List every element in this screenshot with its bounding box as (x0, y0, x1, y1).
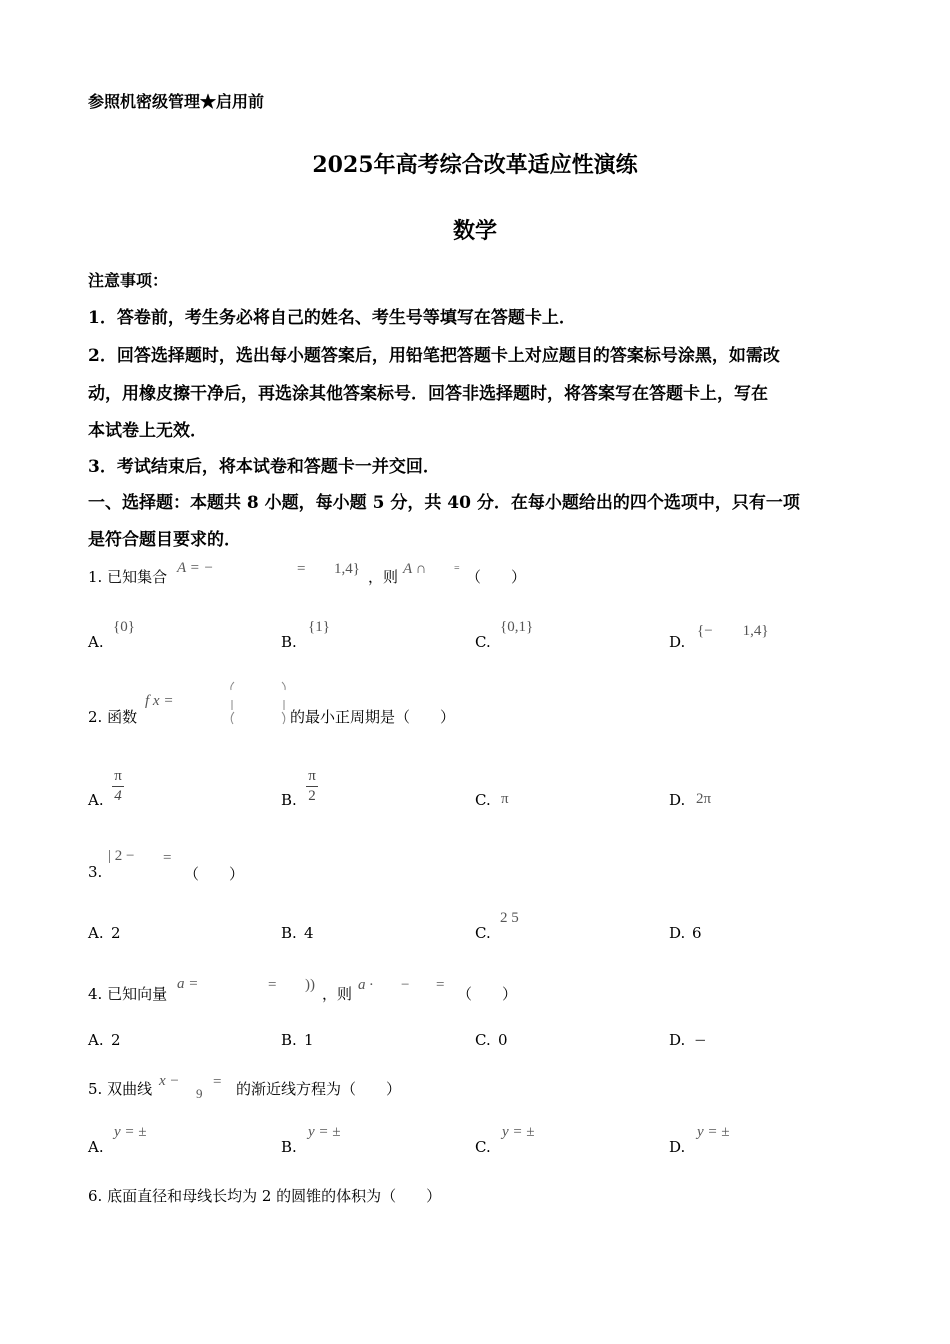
q1-option-b-label: B. (281, 633, 297, 651)
q5-math-1: x − (159, 1073, 180, 1089)
q3-option-d-label: D. (669, 924, 686, 942)
q1-option-c-label: C. (475, 633, 491, 651)
q4-math-3: )) (305, 977, 315, 993)
q4-option-c-label: C. (475, 1031, 491, 1049)
q5-option-d-math: y = ± (697, 1124, 730, 1140)
q2-option-a-denominator: 4 (114, 787, 122, 804)
q3-option-a-label: A. (88, 924, 104, 942)
q2-option-c-math: π (501, 791, 509, 807)
q4-mid: ，则 (322, 985, 353, 1003)
q1-math-1: A = − (177, 560, 214, 576)
q2-option-a-numerator: π (114, 768, 122, 784)
q1-mid: ，则 (368, 568, 399, 586)
q1-option-a-label: A. (88, 633, 104, 651)
q3-option-c-label: C. (475, 924, 491, 942)
q3-option-d-text: 6 (692, 924, 702, 942)
q5-prefix: 5. 双曲线 (88, 1080, 153, 1098)
q4-option-a-label: A. (88, 1031, 104, 1049)
q2-option-d-math: 2π (696, 791, 712, 807)
q2-option-c-label: C. (475, 791, 491, 809)
q5-option-a-math: y = ± (114, 1124, 147, 1140)
q1-option-b-math: {1} (308, 619, 330, 635)
section-heading-line-1: 一、选择题：本题共 8 小题，每小题 5 分，共 40 分．在每小题给出的四个选项中，只有一项 (88, 493, 800, 513)
q4-math-1: a = (177, 976, 199, 992)
q5-option-b-label: B. (281, 1138, 297, 1156)
q2-suffix: 的最小正周期是（ ） (290, 708, 456, 726)
q5-option-c-label: C. (475, 1138, 491, 1156)
q5-option-a-label: A. (88, 1138, 104, 1156)
q4-paren: （ ） (457, 985, 518, 1003)
q5-math-2: 9 (196, 1086, 203, 1101)
section-heading-line-2: 是符合题目要求的． (88, 530, 241, 550)
q2-option-b-numerator: π (308, 768, 316, 784)
confidential-label: 参照机密级管理★启用前 (88, 92, 265, 111)
q1-math-2: = (297, 561, 306, 577)
q5-option-d-label: D. (669, 1138, 686, 1156)
note-item-3: 3．考试结束后，将本试卷和答题卡一并交回． (88, 457, 440, 477)
q4-math-6: = (436, 977, 445, 993)
q2-option-a-fraction (112, 768, 124, 804)
q4-option-d-label: D. (669, 1031, 686, 1049)
q2-option-b-denominator: 2 (308, 787, 316, 804)
exam-title: 2025年高考综合改革适应性演练 (312, 152, 638, 178)
q4-math-4: a · (358, 977, 373, 993)
q2-bracket-graphic (222, 678, 292, 728)
q3-paren: （ ） (184, 865, 245, 883)
q1-option-d-label: D. (669, 633, 686, 651)
q5-suffix: 的渐近线方程为（ ） (236, 1080, 402, 1098)
q3-option-b-text: 4 (304, 924, 314, 942)
q4-option-b-label: B. (281, 1031, 297, 1049)
q1-paren: （ ） (466, 568, 527, 586)
q2-option-b-fraction (306, 768, 318, 804)
q3-prefix: 3. (88, 863, 103, 881)
q3-option-b-label: B. (281, 924, 297, 942)
q3-math-1: | 2 − (108, 848, 135, 864)
q2-option-b-label: B. (281, 791, 297, 809)
q4-option-a-text: 2 (111, 1031, 121, 1049)
subject-title: 数学 (452, 218, 497, 244)
q3-option-c-math: 2 5 (500, 910, 519, 926)
q1-math-3: 1,4} (334, 561, 360, 577)
q2-option-a-label: A. (88, 791, 104, 809)
note-item-2-line-2: 动，用橡皮擦干净后，再选涂其他答案标号．回答非选择题时，将答案写在答题卡上，写在 (88, 384, 768, 404)
q1-math-5: = (454, 563, 460, 574)
q1-option-a-math: {0} (113, 619, 135, 635)
question-6: 6. 底面直径和母线长均为 2 的圆锥的体积为（ ） (88, 1187, 442, 1205)
note-item-2-line-1: 2．回答选择题时，选出每小题答案后，用铅笔把答题卡上对应题目的答案标号涂黑，如需改 (88, 346, 780, 366)
q1-prefix: 1. 已知集合 (88, 568, 168, 586)
q4-prefix: 4. 已知向量 (88, 985, 168, 1003)
q4-math-2: = (268, 977, 277, 993)
q3-option-a-text: 2 (111, 924, 121, 942)
q5-option-c-math: y = ± (502, 1124, 535, 1140)
q4-option-d-text: − (694, 1031, 707, 1049)
q2-math-1: f x = (145, 693, 174, 709)
q1-option-d-math: {− 1,4} (697, 623, 769, 639)
q4-math-5: − (401, 977, 410, 993)
q5-option-b-math: y = ± (308, 1124, 341, 1140)
q2-prefix: 2. 函数 (88, 708, 138, 726)
q1-option-c-math: {0,1} (500, 619, 534, 635)
note-item-1: 1．答卷前，考生务必将自己的姓名、考生号等填写在答题卡上． (88, 308, 576, 328)
notes-heading: 注意事项： (88, 271, 169, 290)
q1-math-4: A ∩ (403, 561, 427, 577)
q5-math-3: = (213, 1074, 222, 1090)
q3-math-2: = (163, 850, 172, 866)
q2-option-d-label: D. (669, 791, 686, 809)
q4-option-c-text: 0 (498, 1031, 508, 1049)
note-item-2-line-3: 本试卷上无效． (88, 421, 207, 441)
q4-option-b-text: 1 (304, 1031, 314, 1049)
